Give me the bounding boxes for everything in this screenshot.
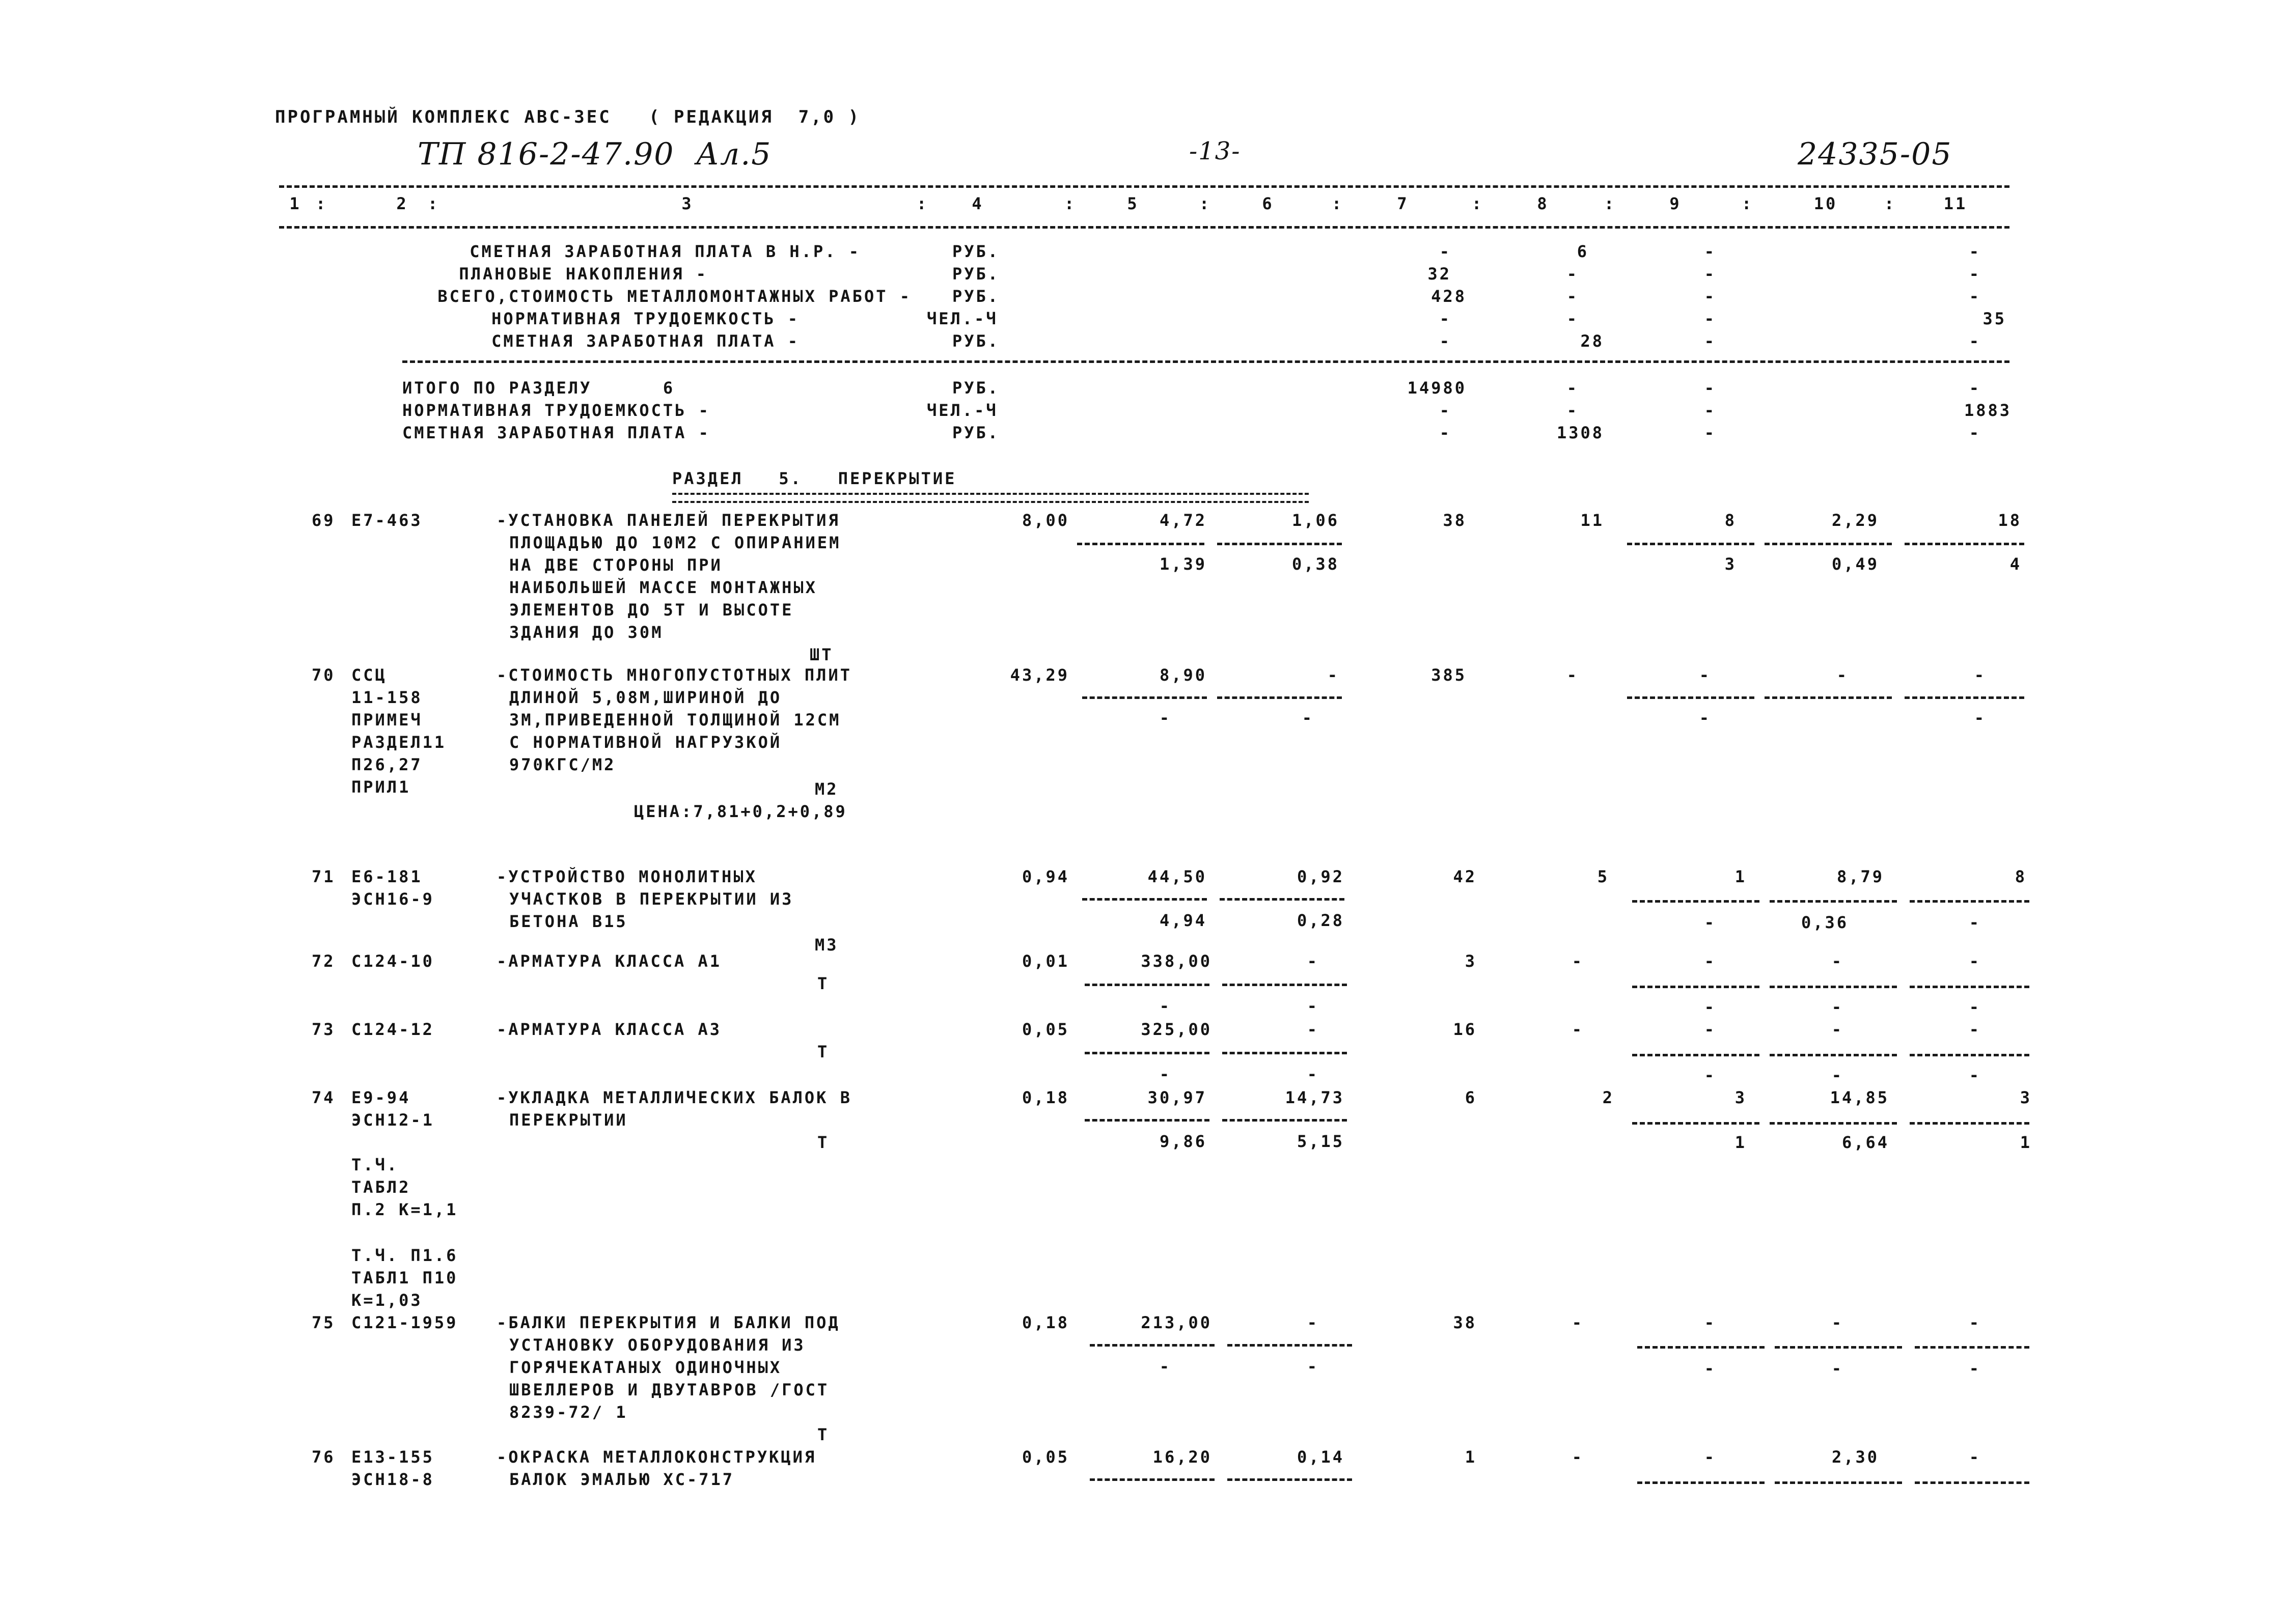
item-number: 74 <box>312 1088 336 1107</box>
col-9: 9 <box>1669 194 1682 213</box>
header-bottom-rule <box>279 226 2009 229</box>
header-top-rule <box>279 185 2009 188</box>
item-unit: ШТ <box>810 645 834 664</box>
item-code: С124-12 <box>351 1020 434 1039</box>
item-unit: М2 <box>815 779 839 799</box>
item-unit: Т <box>817 1133 830 1152</box>
item-code: Е7-463 <box>351 511 423 530</box>
item-number: 70 <box>312 665 336 685</box>
col-11: 11 <box>1943 194 1968 213</box>
item-description: -УКЛАДКА МЕТАЛЛИЧЕСКИХ БАЛОК В <box>497 1088 852 1107</box>
item-description: -УСТРОЙСТВО МОНОЛИТНЫХ <box>497 867 757 886</box>
item-number: 76 <box>312 1447 336 1467</box>
item-unit: М3 <box>815 935 839 955</box>
col-8: 8 <box>1537 194 1549 213</box>
item-code: Е9-94 <box>351 1088 411 1107</box>
col-2: 2 <box>396 194 408 213</box>
summary1-label: СМЕТНАЯ ЗАРАБОТНАЯ ПЛАТА В Н.Р. - <box>470 242 861 261</box>
archive-number: 24335-05 <box>1798 136 1952 172</box>
item-description: -СТОИМОСТЬ МНОГОПУСТОТНЫХ ПЛИТ <box>497 665 852 685</box>
col-3: 3 <box>681 194 694 213</box>
item-code: С124-10 <box>351 951 434 971</box>
summary1-label: НОРМАТИВНАЯ ТРУДОЕМКОСТЬ - <box>491 309 800 328</box>
item-description: -АРМАТУРА КЛАССА А1 <box>497 951 722 971</box>
estimate-page: ПРОГРАМНЫЙ КОМПЛЕКС АВС-ЗЕС ( РЕДАКЦИЯ 7,0 ) ТП 816-2-47.90 Ал.5 -13- 24335-05 1 2 3 4 5 6 7 8 9 10 11 : : : : : : : : : : СМЕТНАЯ ЗАРАБОТНАЯ ПЛАТА В Н.Р. - РУБ. - 6 - - ПЛАНОВЫЕ НАКОПЛЕНИЯ - РУБ. 32 - - - ВСЕГО,СТОИМОСТЬ МЕТАЛЛОМОНТАЖНЫХ РАБОТ - РУБ. 428 - - - НОРМАТИВНАЯ ТРУДОЕМКОСТЬ - ЧЕЛ.-Ч - - - 35 СМЕТНАЯ ЗАРАБОТНАЯ ПЛАТА - РУБ. - 28 - - ИТОГО ПО РАЗДЕЛУ 6 РУБ. 14980 - - - НОРМАТИВНАЯ ТРУДОЕМКОСТЬ - ЧЕЛ.-Ч - - - 1883 СМЕТНАЯ ЗАРАБОТНАЯ ПЛАТА - РУБ. - 1308 - - РАЗДЕЛ 5. ПЕРЕКРЫТИЕ 69 Е7-463 -УСТАНОВКА ПАНЕЛЕЙ ПЕРЕКРЫТИЯ ПЛОЩАДЬЮ ДО 10М2 С ОПИРАНИЕМ НА ДВЕ СТОРОНЫ ПРИ НАИБОЛЬШЕЙ МАССЕ МОНТАЖНЫХ ЭЛЕМЕНТОВ ДО 5Т И ВЫСОТЕ ЗДАНИЯ ДО 30М ШТ 8,00 4,72 1,06 38 11 8 2,29 18 1,39 0,38 3 0,49 4 70 ССЦ 11-158 ПРИМЕЧ РАЗДЕЛ11 П26,27 ПРИЛ1 -СТОИМОСТЬ МНОГОПУСТОТНЫХ ПЛИТ ДЛИНОЙ 5,08М,ШИРИНОЙ ДО 3М,ПРИВЕДЕННОЙ ТОЛЩИНОЙ 12СМ С НОРМАТИВНОЙ НАГРУЗКОЙ 970КГС/М2 М2 ЦЕНА:7,81+0,2+0,89 43,29 8,90 - 385 - - - - - - - - 71 Е6-181 ЭСН16-9 -УСТРОЙСТВО МОНОЛИТНЫХ УЧАСТКОВ В ПЕРЕКРЫТИИ ИЗ БЕТОНА В15 М3 0,94 44,50 0,92 42 5 1 8,79 8 4,94 0,28 - 0,36 - 72 С124-10 -АРМАТУРА КЛАССА А1 Т 0,01 338,00 - 3 - - - - - - - - - 73 С124-12 -АРМАТУРА КЛАССА А3 Т 0,05 325,00 - 16 - - - - - - - - - 74 Е9-94 ЭСН12-1 -УКЛАДКА МЕТАЛЛИЧЕСКИХ БАЛОК В ПЕРЕКРЫТИИ Т Т.Ч. ТАБЛ2 П.2 К=1,1 Т.Ч. П1.6 ТАБЛ1 П10 К=1,03 0,18 30,97 14,73 6 2 3 14,85 3 9,86 5,15 1 6,64 1 75 С121-1959 -БАЛКИ ПЕРЕКРЫТИЯ И БАЛКИ ПОД УСТАНОВКУ ОБОРУДОВАНИЯ ИЗ ГОРЯЧЕКАТАНЫХ ОДИНОЧНЫХ ШВЕЛЛЕРОВ И ДВУТАВРОВ /ГОСТ 8239-72/ 1 Т 0,18 213,00 - 38 - - - - - - - - - 76 Е13-155 ЭСН18-8 -ОКРАСКА МЕТАЛЛОКОНСТРУКЦИЯ БАЛОК ЭМАЛЬЮ ХС-717 0,05 16,20 0,14 1 - - 2,30 - <box>275 107 2032 1489</box>
item-code: С121-1959 <box>351 1313 458 1332</box>
summary1-label: ВСЕГО,СТОИМОСТЬ МЕТАЛЛОМОНТАЖНЫХ РАБОТ - <box>437 287 912 306</box>
item-price-note: ЦЕНА:7,81+0,2+0,89 <box>634 802 847 821</box>
col-10: 10 <box>1813 194 1838 213</box>
item-number: 73 <box>312 1020 336 1039</box>
item-note: Т.Ч. <box>351 1155 399 1174</box>
item-description: -ОКРАСКА МЕТАЛЛОКОНСТРУКЦИЯ <box>497 1447 817 1467</box>
item-number: 69 <box>312 511 336 530</box>
document-code: ТП 816-2-47.90 Ал.5 <box>418 136 772 172</box>
col-4: 4 <box>972 194 984 213</box>
item-description: -УСТАНОВКА ПАНЕЛЕЙ ПЕРЕКРЫТИЯ <box>497 511 840 530</box>
page-number: -13- <box>1189 137 1241 165</box>
item-code: ССЦ <box>351 665 387 685</box>
section-title: РАЗДЕЛ 5. ПЕРЕКРЫТИЕ <box>672 469 957 488</box>
summary-rule <box>402 360 2009 363</box>
item-description: -БАЛКИ ПЕРЕКРЫТИЯ И БАЛКИ ПОД <box>497 1313 840 1332</box>
section-total-label: ИТОГО ПО РАЗДЕЛУ 6 <box>402 378 675 398</box>
program-header: ПРОГРАМНЫЙ КОМПЛЕКС АВС-ЗЕС ( РЕДАКЦИЯ 7,0 ) <box>275 107 861 127</box>
item-unit: Т <box>817 1425 830 1444</box>
item-unit: Т <box>817 1042 830 1061</box>
summary1-label: ПЛАНОВЫЕ НАКОПЛЕНИЯ - <box>459 264 708 284</box>
item-unit: Т <box>817 974 830 993</box>
col-5: 5 <box>1127 194 1139 213</box>
item-code: Е13-155 <box>351 1447 434 1467</box>
item-code: Е6-181 <box>351 867 423 886</box>
col-7: 7 <box>1397 194 1409 213</box>
item-number: 75 <box>312 1313 336 1332</box>
summary1-label: СМЕТНАЯ ЗАРАБОТНАЯ ПЛАТА - <box>491 331 800 351</box>
item-number: 72 <box>312 951 336 971</box>
col-6: 6 <box>1262 194 1274 213</box>
item-number: 71 <box>312 867 336 886</box>
section-title-underline <box>672 493 1309 503</box>
item-description: -АРМАТУРА КЛАССА А3 <box>497 1020 722 1039</box>
col-1: 1 <box>289 194 301 213</box>
